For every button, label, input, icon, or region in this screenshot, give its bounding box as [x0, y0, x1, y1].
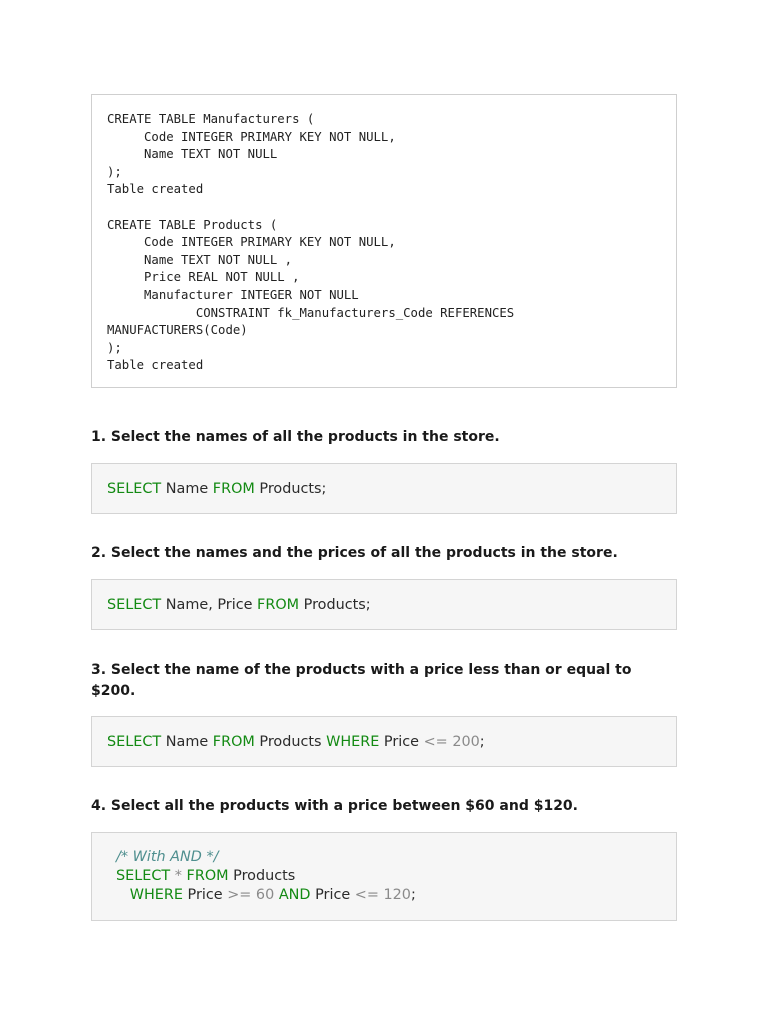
code-comment: /* With AND */	[116, 849, 219, 865]
column-list: Name	[161, 481, 213, 497]
schema-line-4: );	[107, 164, 122, 179]
column-name: Price	[379, 734, 424, 750]
question-3: 3. Select the name of the products with a price less than or equal to $200.	[91, 662, 632, 699]
column-list: Name	[161, 734, 213, 750]
keyword-select: SELECT	[107, 597, 162, 613]
number-value: 200	[447, 734, 480, 750]
star-operator: *	[170, 868, 187, 884]
table-name: Products	[254, 734, 327, 750]
keyword-select: SELECT	[107, 734, 162, 750]
question-4: 4. Select all the products with a price between $60 and $120.	[91, 798, 578, 814]
answer-1-line	[107, 480, 676, 499]
statement-end: ;	[410, 887, 416, 903]
schema-code-block	[91, 94, 677, 388]
keyword-from: FROM	[257, 597, 300, 613]
schema-line-5: Table created	[107, 182, 204, 197]
statement-end: ;	[479, 734, 485, 750]
schema-line-1: CREATE TABLE Manufacturers (	[107, 112, 315, 126]
question-2: 2. Select the names and the prices of all the products in the store.	[91, 545, 618, 561]
column-name: Price	[310, 887, 355, 903]
answer-2-line	[107, 596, 676, 615]
answer-1-code-block	[91, 463, 677, 514]
schema-line-11: Manufacturer INTEGER NOT NULL	[107, 287, 359, 302]
keyword-from: FROM	[212, 481, 255, 497]
keyword-where: WHERE	[129, 887, 183, 903]
answer-2-code-block	[91, 579, 677, 630]
answer-4-select-line	[116, 867, 676, 886]
schema-line-13: MANUFACTURERS(Code)	[107, 323, 248, 338]
question-1: 1. Select the names of all the products in the store.	[91, 429, 500, 445]
answer-4-code-block	[91, 832, 677, 921]
indent	[116, 887, 130, 903]
answer-3-line	[107, 733, 676, 752]
operator: <=	[423, 734, 448, 750]
schema-line-7: CREATE TABLE Products (	[107, 217, 278, 232]
number-value-min: 60	[251, 887, 279, 903]
operator-lte: <=	[354, 887, 379, 903]
operator-gte: >=	[227, 887, 252, 903]
table-name: Products;	[254, 481, 327, 497]
schema-line-6	[107, 199, 676, 217]
schema-line-2: Code INTEGER PRIMARY KEY NOT NULL,	[107, 129, 396, 144]
keyword-from: FROM	[212, 734, 255, 750]
keyword-from: FROM	[186, 868, 229, 884]
column-name: Price	[182, 887, 228, 903]
schema-line-15: Table created	[107, 358, 204, 373]
schema-line-12: CONSTRAINT fk_Manufacturers_Code REFERENCES	[107, 305, 515, 320]
table-name: Products	[228, 868, 296, 884]
answer-3-code-block	[91, 716, 677, 767]
table-name: Products;	[299, 597, 371, 613]
keyword-where: WHERE	[326, 734, 380, 750]
answer-4-where-line	[116, 886, 676, 905]
schema-line-9: Name TEXT NOT NULL ,	[107, 252, 293, 267]
column-list: Name, Price	[161, 597, 258, 613]
schema-line-14: );	[107, 340, 122, 355]
schema-line-8: Code INTEGER PRIMARY KEY NOT NULL,	[107, 235, 396, 250]
schema-line-10: Price REAL NOT NULL ,	[107, 270, 300, 285]
keyword-select: SELECT	[116, 868, 171, 884]
schema-line-3: Name TEXT NOT NULL	[107, 147, 278, 162]
answer-4-comment-line	[116, 848, 676, 867]
number-value-max: 120	[378, 887, 411, 903]
keyword-and: AND	[278, 887, 311, 903]
keyword-select: SELECT	[107, 481, 162, 497]
